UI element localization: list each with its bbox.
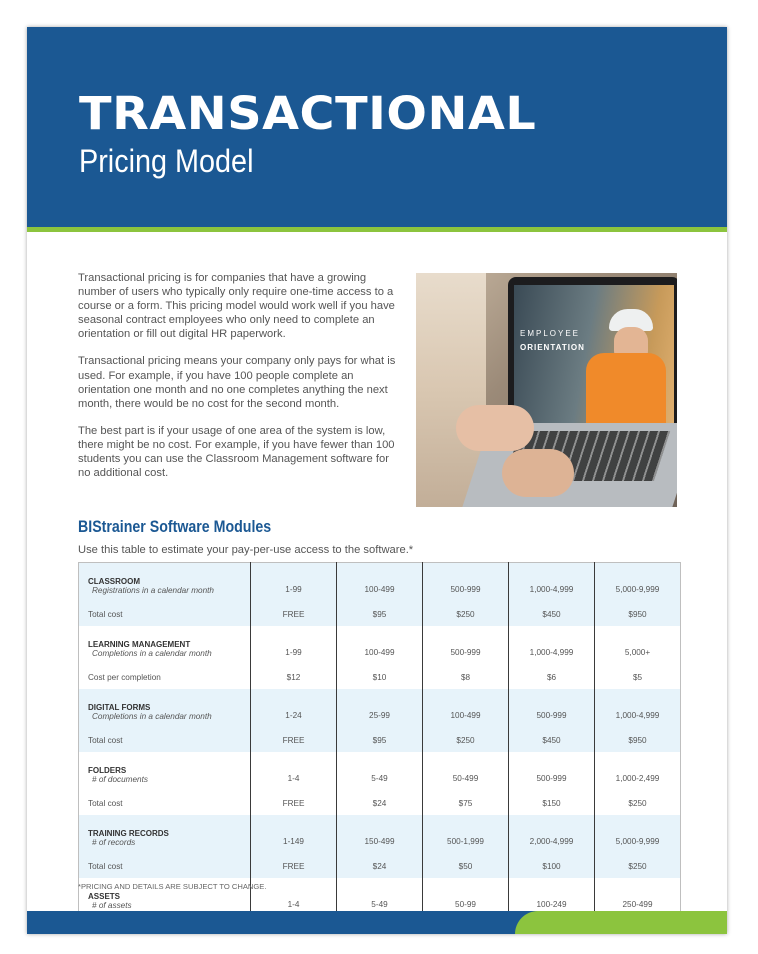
range-cell: 5,000-9,999 [595, 563, 681, 604]
table-row [79, 752, 681, 792]
cost-cell: $10 [337, 666, 423, 689]
range-cell: 1,000-2,499 [595, 752, 681, 792]
footer-green-accent [515, 911, 727, 934]
cost-cell: FREE [251, 603, 337, 626]
table-row [79, 563, 681, 604]
cost-cell: $250 [595, 855, 681, 878]
cost-label: Total cost [79, 603, 251, 626]
category-unit: Registrations in a calendar month [92, 586, 214, 595]
range-cell: 1-4 [251, 752, 337, 792]
range-cell: 5-49 [337, 752, 423, 792]
category-name: DIGITAL FORMS [88, 703, 151, 712]
cost-cell: $100 [509, 855, 595, 878]
intro-paragraph-1: Transactional pricing is for companies that have a growing number of users who typically only require one-time access to a course or a form. This pricing model would work well if you have seasonal contract employees who only need to complete an orientation or fill out digital HR paperwork. [78, 272, 395, 341]
document-page [27, 27, 727, 934]
range-cell: 500-999 [509, 752, 595, 792]
category-unit: # of assets [92, 901, 132, 910]
category-cell [79, 563, 251, 604]
range-cell: 500-1,999 [423, 815, 509, 855]
cost-label: Total cost [79, 729, 251, 752]
cost-cell: $95 [337, 603, 423, 626]
range-cell: 1,000-4,999 [509, 626, 595, 666]
range-cell: 1-149 [251, 815, 337, 855]
range-cell: 150-499 [337, 815, 423, 855]
typing-hand-left [456, 405, 534, 451]
range-cell: 500-999 [509, 689, 595, 729]
category-name: ASSETS [88, 892, 121, 901]
modules-subheading: Use this table to estimate your pay-per-use access to the software.* [78, 544, 414, 556]
cost-cell: $95 [337, 729, 423, 752]
category-unit: # of documents [92, 775, 148, 784]
page-title: TRANSACTIONAL [79, 87, 537, 140]
pricing-table [78, 562, 681, 934]
category-cell [79, 689, 251, 729]
intro-paragraph-2: Transactional pricing means your company only pays for what is used. For example, if you have 100 people complete an orientation one month and no one completes anything the next month, there would be no cost for the second month. [78, 355, 396, 410]
cost-cell: $450 [509, 603, 595, 626]
cost-cell: FREE [251, 729, 337, 752]
range-cell: 50-99 [423, 878, 509, 918]
range-cell: 1-4 [251, 878, 337, 918]
range-cell: 500-999 [423, 626, 509, 666]
page-subtitle: Pricing Model [79, 143, 254, 179]
table-row [79, 689, 681, 729]
cost-cell: FREE [251, 855, 337, 878]
pricing-table-body [79, 563, 681, 935]
cost-label: Cost per completion [79, 666, 251, 689]
category-unit: Completions in a calendar month [92, 712, 212, 721]
range-cell: 5-49 [337, 878, 423, 918]
cost-cell: $250 [595, 792, 681, 815]
footnote: *PRICING AND DETAILS ARE SUBJECT TO CHANGE. [78, 882, 267, 891]
table-row [79, 855, 681, 878]
range-cell: 1,000-4,999 [509, 563, 595, 604]
range-cell: 100-499 [423, 689, 509, 729]
range-cell: 1-24 [251, 689, 337, 729]
cost-cell: $950 [595, 603, 681, 626]
category-unit: # of records [92, 838, 136, 847]
category-cell [79, 815, 251, 855]
table-row [79, 603, 681, 626]
intro-text [78, 271, 398, 493]
category-cell [79, 752, 251, 792]
category-name: LEARNING MANAGEMENT [88, 640, 191, 649]
cost-cell: $450 [509, 729, 595, 752]
range-cell: 1,000-4,999 [595, 689, 681, 729]
cost-cell: $950 [595, 729, 681, 752]
modules-heading: BIStrainer Software Modules [78, 518, 272, 536]
cost-cell: $150 [509, 792, 595, 815]
range-cell: 100-499 [337, 563, 423, 604]
employee-orientation-photo [416, 273, 677, 507]
cost-cell: $24 [337, 792, 423, 815]
cost-cell: $75 [423, 792, 509, 815]
category-name: CLASSROOM [88, 577, 140, 586]
range-cell: 1-99 [251, 563, 337, 604]
range-cell: 1-99 [251, 626, 337, 666]
cost-cell: $12 [251, 666, 337, 689]
table-row [79, 666, 681, 689]
cost-cell: $24 [337, 855, 423, 878]
range-cell: 500-999 [423, 563, 509, 604]
header-accent-stripe [27, 227, 727, 232]
category-cell [79, 626, 251, 666]
cost-cell: $50 [423, 855, 509, 878]
cost-cell: $6 [509, 666, 595, 689]
table-row [79, 792, 681, 815]
cost-label: Total cost [79, 792, 251, 815]
range-cell: 5,000+ [595, 626, 681, 666]
cost-label: Total cost [79, 855, 251, 878]
screen-text-orientation: ORIENTATION [520, 343, 585, 352]
cost-cell: $250 [423, 729, 509, 752]
range-cell: 25-99 [337, 689, 423, 729]
safety-vest [586, 353, 666, 423]
table-row [79, 729, 681, 752]
range-cell: 100-499 [337, 626, 423, 666]
range-cell: 100-249 [509, 878, 595, 918]
range-cell: 250-499 [595, 878, 681, 918]
range-cell: 2,000-4,999 [509, 815, 595, 855]
cost-cell: $250 [423, 603, 509, 626]
header-banner [27, 27, 727, 227]
cost-cell: FREE [251, 792, 337, 815]
screen-text-employee: EMPLOYEE [520, 329, 581, 338]
range-cell: 5,000-9,999 [595, 815, 681, 855]
range-cell: 50-499 [423, 752, 509, 792]
intro-paragraph-3: The best part is if your usage of one area of the system is low, there might be no cost. For example, if you have fewer than 100 students you can use the Classroom Management software for no additional cost. [78, 424, 395, 480]
table-row [79, 626, 681, 666]
category-unit: Completions in a calendar month [92, 649, 212, 658]
category-name: TRAINING RECORDS [88, 829, 169, 838]
table-row [79, 815, 681, 855]
cost-cell: $5 [595, 666, 681, 689]
category-name: FOLDERS [88, 766, 127, 775]
typing-hand-right [502, 449, 574, 497]
cost-cell: $8 [423, 666, 509, 689]
